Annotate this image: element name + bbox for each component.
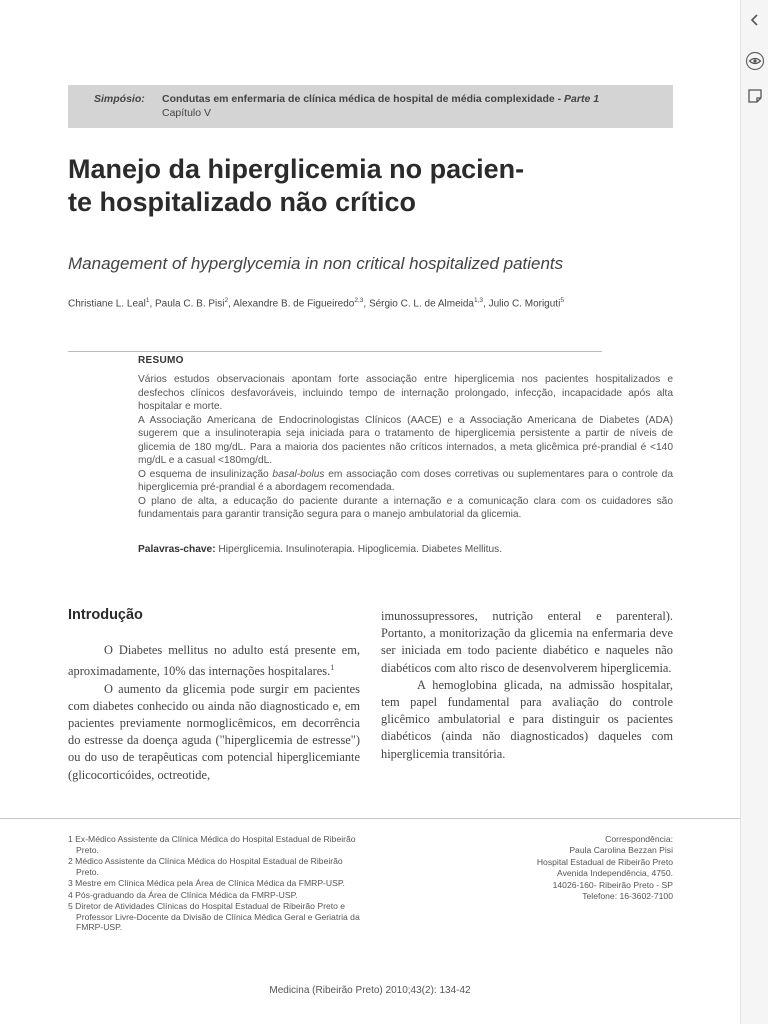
symposium-chapter: Capítulo V [162,107,212,119]
abstract-paragraph: O plano de alta, a educação do paciente durante a internação e a comunicação clara com os cuidadores são fundamentais para garantir transição segura para o manejo ambulatorial da glicemia. [138,495,673,520]
article-title: Manejo da hiperglicemia no pacien- te hospitalizado não crítico [68,154,525,217]
abstract-heading: RESUMO [138,355,184,366]
symposium-part: Parte 1 [564,93,600,105]
footnote: 5 Diretor de Atividades Clínicas do Hospital Estadual de Ribeirão Preto e Professor Livre-Docente da Divisão de Clínica Médica Geral e Geriatria da FMRP-USP. [68,901,360,932]
symposium-title: Condutas em enfermaria de clínica médica de hospital de média complexidade - Parte 1 [162,93,600,105]
keywords: Palavras-chave: Hiperglicemia. Insulinoterapia. Hipoglicemia. Diabetes Mellitus. [138,544,503,555]
footnotes [68,834,364,934]
footnote: 2 Médico Assistente da Clínica Médica do Hospital Estadual de Ribeirão Preto. [68,856,343,877]
keywords-label: Palavras-chave: [138,544,216,555]
abstract [138,355,673,522]
abstract-paragraph: O esquema de insulinização basal-bolus em associação com doses corretivas ou suplementares para o controle da hiperglicemia pré-prandial é a abordagem recomendada. [138,468,673,493]
symposium-banner [68,85,673,128]
abstract-divider [68,351,602,352]
footnote: 4 Pós-graduando da Área de Clínica Médica da FMRP-USP. [68,889,298,900]
footnote: 1 Ex-Médico Assistente da Clínica Médica do Hospital Estadual de Ribeirão Preto. [68,834,356,855]
body-paragraph: A hemoglobina glicada, na admissão hospitalar, tem papel fundamental para avaliação do controle glicêmico ambulatorial e para distinguir os pacientes diabéticos (ainda não diagnosticados) daqueles com hiperglicemia transitória. [381,677,673,761]
body-column-left [68,642,360,784]
body-paragraph: O Diabetes mellitus no adulto está presente em, aproximadamente, 10% das internações hospitalares.$^1$ [68,643,360,679]
abstract-paragraph: A Associação Americana de Endocrinologistas Clínicos (AACE) e a Associação Americana de Diabetes (ADA) sugerem que a insulinoterapia seja iniciada para o tratamento de hiperglicemia persistente a partir de níveis de glicemia de 180 mg/dL. Para a maioria dos pacientes não críticos internados, a meta glicêmica pré-prandial é <140 mg/dL e a casual <180mg/dL. [138,414,673,466]
body-column-right [381,608,673,763]
viewer-side-toolbar [740,0,768,1024]
section-heading-introduction: Introdução [68,607,143,623]
chevron-left-icon [750,14,760,26]
footnote-divider [0,818,740,819]
note-icon [747,88,763,104]
collapse-panel-button[interactable] [741,6,768,34]
symposium-label: Simpósio: [94,93,145,105]
article-subtitle: Management of hyperglycemia in non critical hospitalized patients [68,254,564,273]
view-button[interactable] [741,47,768,75]
abstract-paragraph: Vários estudos observacionais apontam forte associação entre hiperglicemia nos pacientes hospitalizados e desfechos clínicos desfavoráveis, incluindo tempo de internação prolongado, infecção, incapacidade após alta hospitalar e morte. [138,374,673,412]
eye-icon [745,51,765,71]
body-paragraph: imunossupressores, nutrição enteral e parenteral). Portanto, a monitorização da glicemia na enfermaria deve ser iniciada em todo paciente diabético e naqueles não diabéticos com alto risco de desenvolverem hiperglicemia. [381,609,673,675]
body-paragraph: O aumento da glicemia pode surgir em pacientes com diabetes conhecido ou ainda não diagnosticado e, em pacientes previamente normoglicêmicos, em decorrência do estresse da doença aguda ("hiperglicemia de estresse") ou do uso de terapêuticas com potencial hiperglicemiante (glicocorticóides, octreotide, [68,681,360,782]
footnote: 3 Mestre em Clínica Médica pela Área de Clínica Médica da FMRP-USP. [68,878,345,888]
journal-citation: Medicina (Ribeirão Preto) 2010;43(2): 134-42 [269,985,471,996]
notes-button[interactable] [741,82,768,110]
author-list: Christiane L. Leal$^1$, Paula C. B. Pisi$^2$, Alexandre B. de Figueiredo$^{2,3}$, Sérgio C. L. de Almeida$^{1,3}$, Julio C. Moriguti$^5$ [68,297,564,310]
correspondence: Correspondência: Paula Carolina Bezzan Pisi Hospital Estadual de Ribeirão Preto Avenida Independência, 4750. 14026-160- Ribeirão Preto - SP Telefone: 16-3602-7100 [536,834,673,902]
